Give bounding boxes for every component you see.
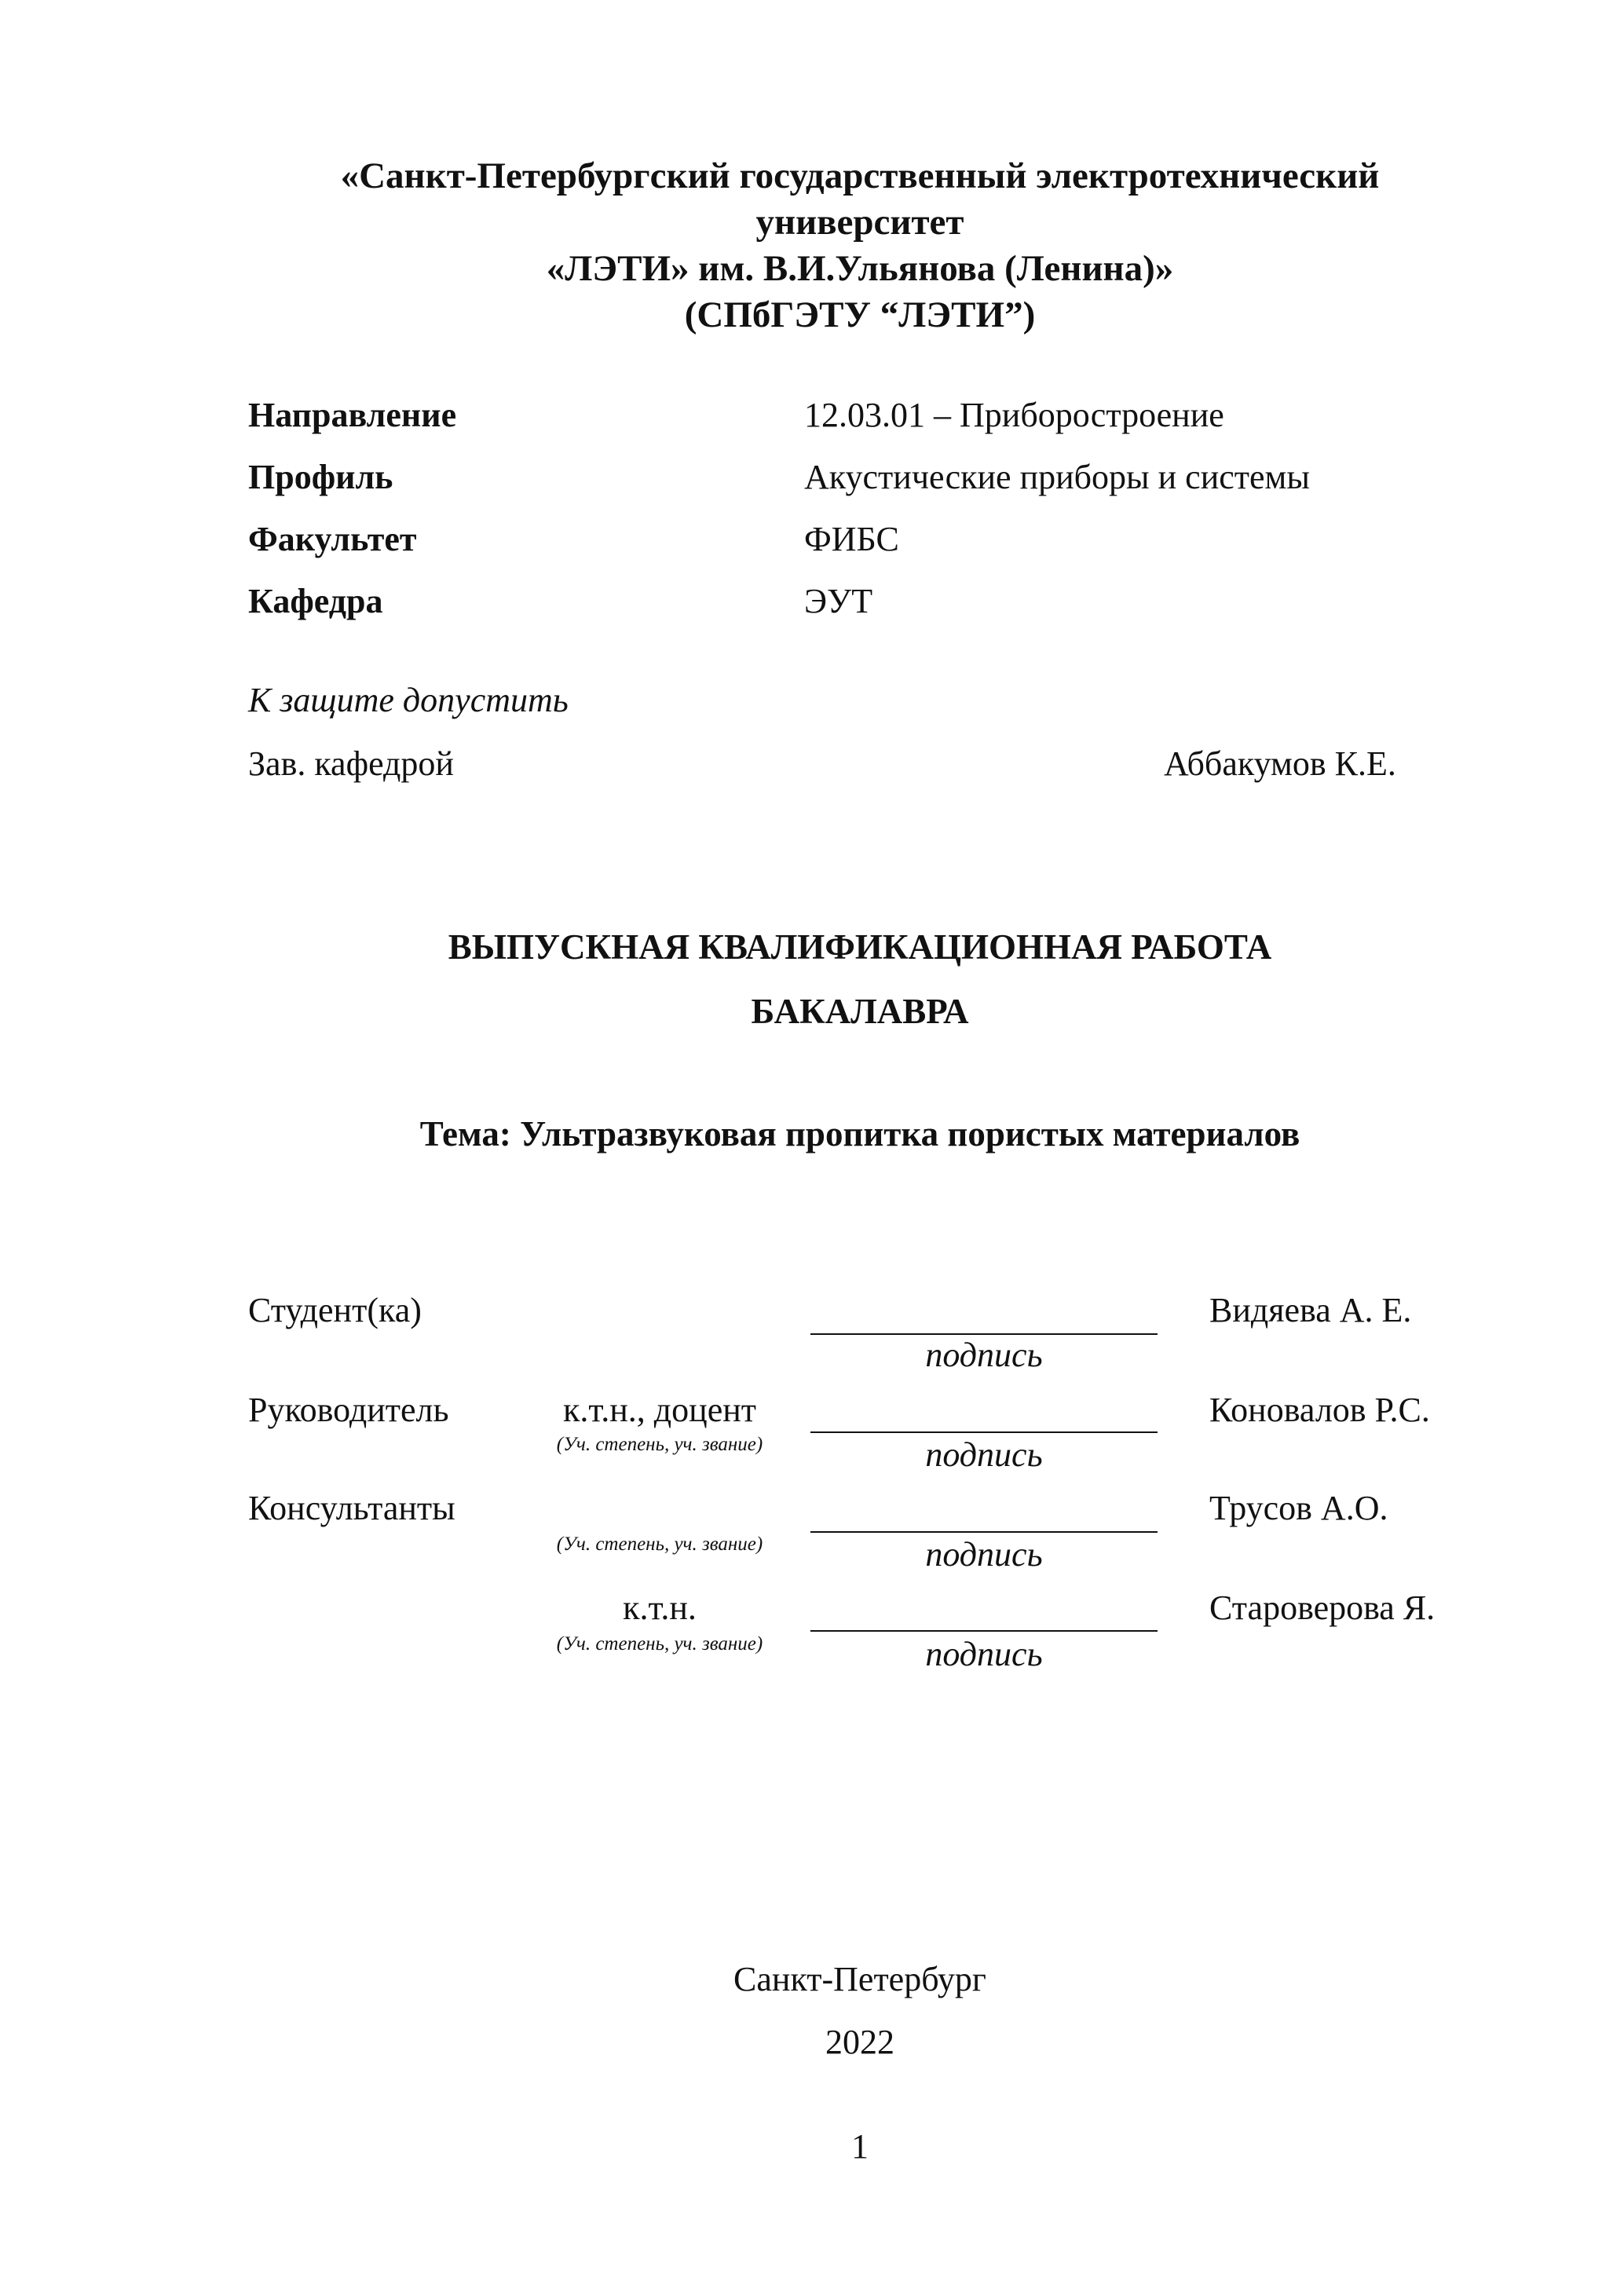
- admit-to-defense: К защите допустить: [248, 681, 569, 719]
- consultant1-signature-line: [810, 1531, 1158, 1533]
- document-title-line-2: БАКАЛАВРА: [751, 992, 969, 1031]
- head-of-department-name: Аббакумов К.Е.: [1164, 744, 1396, 783]
- info-value-department: ЭУТ: [804, 582, 873, 620]
- supervisor-degree: к.т.н., доцент: [562, 1391, 757, 1429]
- info-value-faculty: ФИБС: [804, 520, 899, 558]
- footer-city: Санкт-Петербург: [733, 1960, 986, 1998]
- consultant2-name: Староверова Я.: [1209, 1589, 1436, 1627]
- header-line-1: «Санкт-Петербургский государственный электротехнический: [340, 155, 1380, 196]
- supervisor-signature-caption: подпись: [925, 1435, 1043, 1474]
- consultants-label: Консультанты: [248, 1489, 455, 1527]
- info-label-faculty: Факультет: [248, 520, 417, 558]
- info-value-direction: 12.03.01 – Приборостроение: [804, 396, 1224, 434]
- info-label-department: Кафедра: [248, 582, 383, 620]
- consultant2-signature-caption: подпись: [925, 1635, 1043, 1673]
- consultant2-degree: к.т.н.: [623, 1589, 697, 1627]
- student-label: Студент(ка): [248, 1291, 422, 1329]
- supervisor-signature-line: [810, 1431, 1158, 1433]
- consultant1-degree-caption: (Уч. степень, уч. звание): [556, 1534, 763, 1555]
- supervisor-degree-caption: (Уч. степень, уч. звание): [556, 1434, 763, 1455]
- header-line-2: университет: [755, 202, 964, 243]
- page-number: 1: [851, 2127, 869, 2166]
- consultant2-degree-caption: (Уч. степень, уч. звание): [556, 1633, 763, 1654]
- thesis-theme: Тема: Ультразвуковая пропитка пористых материалов: [419, 1114, 1300, 1153]
- consultant2-signature-line: [810, 1630, 1158, 1632]
- supervisor-name: Коновалов Р.С.: [1209, 1391, 1430, 1429]
- header-line-4: (СПбГЭТУ “ЛЭТИ”): [684, 294, 1036, 335]
- student-name: Видяева А. Е.: [1209, 1291, 1412, 1329]
- supervisor-label: Руководитель: [248, 1391, 449, 1429]
- footer-year: 2022: [825, 2023, 894, 2061]
- document-title-line-1: ВЫПУСКНАЯ КВАЛИФИКАЦИОННАЯ РАБОТА: [448, 927, 1272, 967]
- student-signature-caption: подпись: [925, 1336, 1043, 1374]
- header-line-3: «ЛЭТИ» им. В.И.Ульянова (Ленина)»: [546, 248, 1174, 289]
- consultant1-name: Трусов А.О.: [1209, 1489, 1388, 1527]
- consultant1-signature-caption: подпись: [925, 1535, 1043, 1574]
- info-label-profile: Профиль: [248, 458, 393, 496]
- info-label-direction: Направление: [248, 396, 457, 434]
- info-value-profile: Акустические приборы и системы: [804, 458, 1310, 496]
- university-header: [236, 153, 1484, 338]
- head-of-department-label: Зав. кафедрой: [248, 744, 454, 783]
